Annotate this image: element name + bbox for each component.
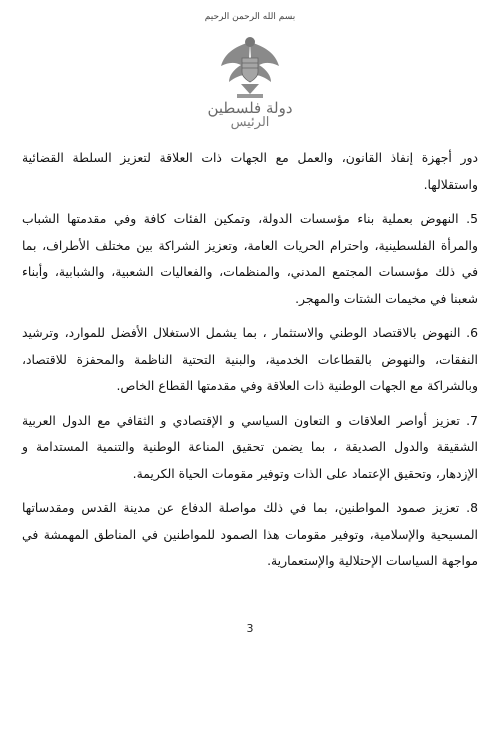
list-item [22,206,478,312]
office-name: الرئيس [230,115,270,130]
page-number: 3 [246,622,254,635]
list-item [22,408,478,488]
item-text: النهوض بعملية بناء مؤسسات الدولة، وتمكين الفئات كافة وفي مقدمتها الشباب والمرأة الفلسطينية، واحترام الحريات العامة، وتعزيز الشراكة بين مختلف الأطراف، بما في ذلك مؤسسات المجتمع المدني، والمنظمات، والفعاليات الشعبية، والشبابية، وأبناء شعبنا في مخيمات الشتات والمهجر. [22,211,478,306]
item-text: النهوض بالاقتصاد الوطني والاستثمار ، بما يشمل الاستغلال الأفضل للموارد، وترشيد النفقات، والنهوض بالقطاعات الخدمية، والبنية التحتية الناظمة والمحفزة للاقتصاد، وبالشراكة مع الجهات الوطنية ذات العلاقة وفي مقدمتها القطاع الخاص. [22,325,478,393]
palestine-eagle-emblem [215,32,285,104]
letterhead [0,0,500,140]
item-number: 8. [466,500,478,515]
document-body [22,145,478,583]
state-name: دولة فلسطين [207,99,293,117]
list-item [22,320,478,400]
item-text: تعزيز أواصر العلاقات و التعاون السياسي و الإقتصادي و الثقافي مع الدول العربية الشقيقة والدول الصديقة ، بما يضمن تحقيق المناعة الوطنية والتنمية المستدامة و الإزدهار، وتحقيق الإعتماد على الذات وتوفير مقومات الحياة الكريمة. [22,412,478,481]
item-text: تعزيز صمود المواطنين، بما في ذلك مواصلة الدفاع عن مدينة القدس ومقدساتها المسيحية والإسلامية، وتوفير مقومات هذا الصمود للمواطنين في المناطق المهمشة في مواجهة السياسات الإحتلالية والإستعمارية. [22,500,478,568]
item-number: 7. [466,412,478,428]
item-number: 5. [466,211,478,226]
basmala: بسم الله الرحمن الرحيم [204,12,296,22]
continuation-paragraph: دور أجهزة إنفاذ القانون، والعمل مع الجهات ذات العلاقة لتعزيز السلطة القضائية واستقلالها. [22,150,478,192]
list-item [22,495,478,575]
item-number: 6. [466,325,478,340]
